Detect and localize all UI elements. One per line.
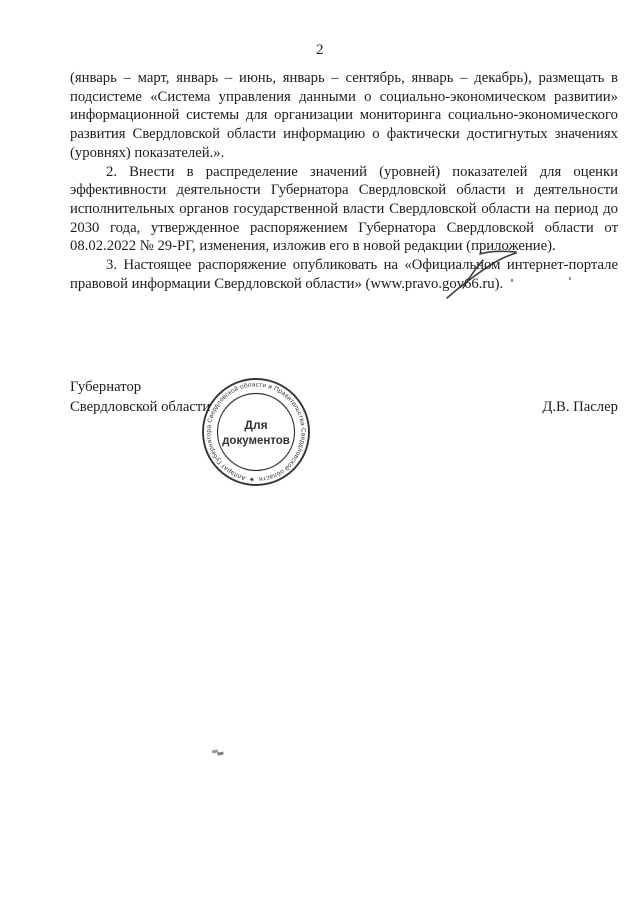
paragraph-item-2: 2. Внести в распределение значений (уровней) показателей для оценки эффективности деятельности Губернатора Свердловской области и деятельности исполнительных органов государственной власти Свердловской области на период до 2030 года, утвержденное распоряжением Губернатора Свердловской области от 08.02.2022 № 29-РГ, изменения, изложив его в новой редакции (приложение). bbox=[70, 163, 618, 255]
document-body bbox=[70, 69, 618, 293]
signature-block bbox=[70, 378, 618, 417]
scan-artifact-dots bbox=[511, 279, 513, 282]
signer-title bbox=[70, 378, 210, 417]
scan-artifact bbox=[212, 750, 218, 754]
stamp-ring-text: Аппарат Губернатора Свердловской области и Правительства Свердловской области bbox=[205, 381, 307, 483]
paragraph-continuation: (январь – март, январь – июнь, январь – сентябрь, январь – декабрь), размещать в подсистеме «Система управления данными о социально-экономическом развитии» информационной системы для организации мониторинга социально-экономического развития Свердловской области информацию о фактически достигнутых значениях (уровнях) показателей.». bbox=[70, 70, 618, 161]
paragraph-item-3: 3. Настоящее распоряжение опубликовать на «Официальном интернет-портале правовой информации Свердловской области» (www.pravo.gov66.ru). bbox=[70, 257, 618, 292]
star-icon: ★ bbox=[248, 475, 256, 484]
stamp-center-line2: документов bbox=[222, 435, 290, 447]
page-number: 2 bbox=[316, 42, 324, 58]
signer-name: Д.В. Паслер bbox=[542, 398, 618, 415]
signer-title-line2: Свердловской области bbox=[70, 398, 211, 415]
stamp-center-line1: Для bbox=[244, 418, 268, 432]
signer-title-line1: Губернатор bbox=[70, 379, 142, 395]
